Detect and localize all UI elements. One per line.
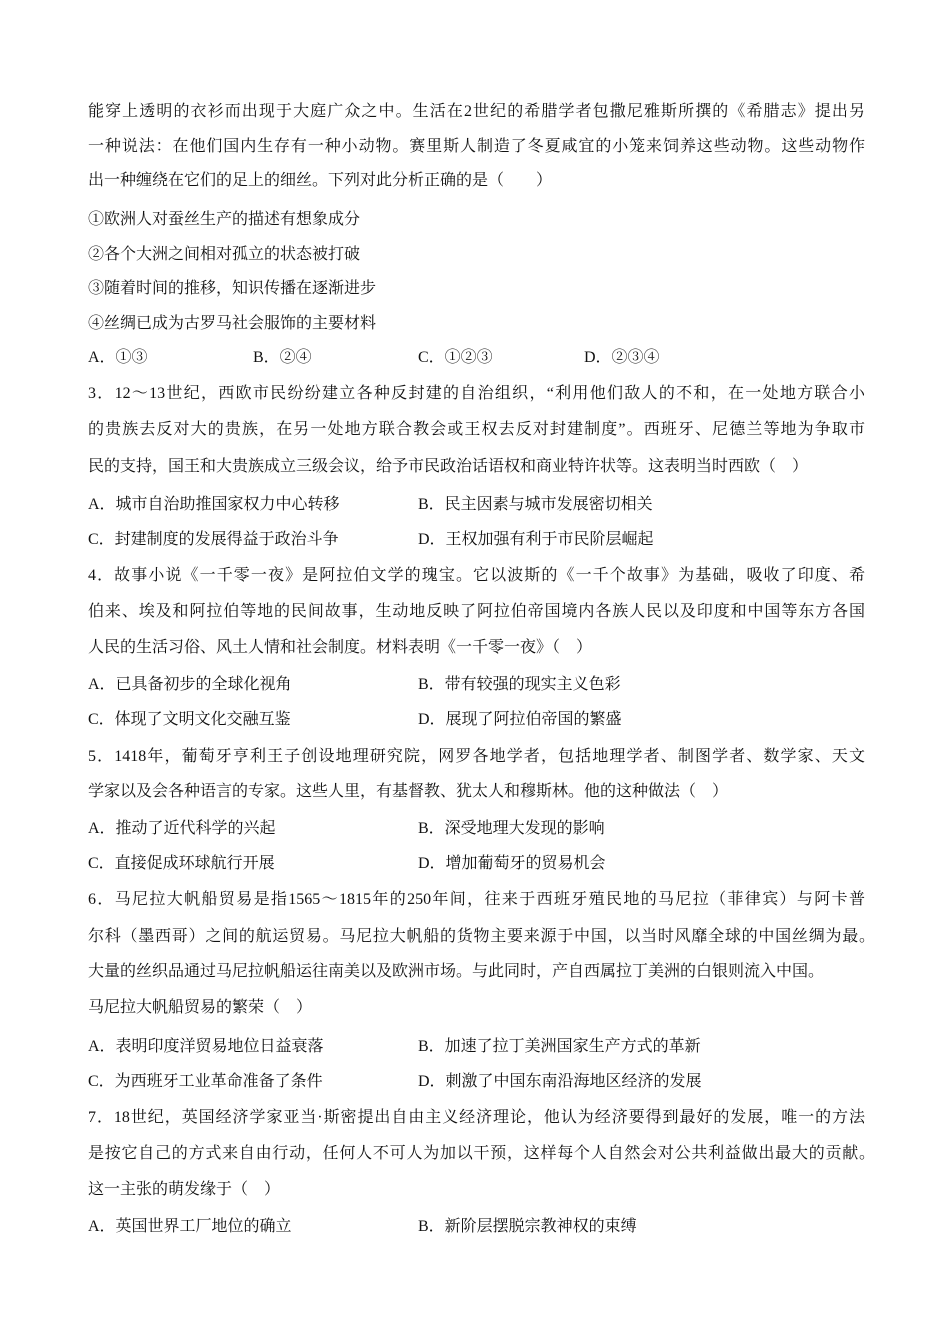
question-stem-line: 的贵族去反对大的贵族，在另一处地方联合教会或王权去反对封建制度”。西班牙、尼德兰等地为争取市 — [88, 421, 865, 438]
question-stem-line: 这一主张的萌发缘于（ ） — [88, 1181, 281, 1198]
question-stem-line: 出一种缠绕在它们的足上的细丝。下列对此分析正确的是（ ） — [88, 172, 553, 189]
option-c: C．为西班牙工业革命准备了条件 — [88, 1073, 323, 1090]
question-stem-line: 是按它自己的方式来自由行动，任何人不可人为加以干预，这样每个人自然会对公共利益做出最大的贡献。 — [88, 1145, 875, 1162]
question-stem-line: 人民的生活习俗、风土人情和社会制度。材料表明《一千零一夜》（ ） — [88, 639, 593, 656]
option-c: C．直接促成环球航行开展 — [88, 855, 275, 872]
statement-item: ③随着时间的推移，知识传播在逐渐进步 — [88, 280, 377, 297]
statement-item: ④丝绸已成为古罗马社会服饰的主要材料 — [88, 315, 377, 332]
option-b: B．民主因素与城市发展密切相关 — [418, 496, 653, 513]
option-c: C．体现了文明文化交融互鉴 — [88, 711, 291, 728]
question-stem-line: 3．12～13世纪，西欧市民纷纷建立各种反封建的自治组织，“利用他们敌人的不和，在一处地方联合小 — [88, 385, 865, 402]
option-b: B．深受地理大发现的影响 — [418, 820, 605, 837]
question-stem-line: 尔科（墨西哥）之间的航运贸易。马尼拉大帆船的货物主要来源于中国，以当时风靡全球的中国丝绸为最。 — [88, 928, 875, 945]
question-stem-line: 伯来、埃及和阿拉伯等地的民间故事，生动地反映了阿拉伯帝国境内各族人民以及印度和中国等东方各国 — [88, 603, 865, 620]
option-b: B．②④ — [253, 349, 312, 366]
option-a: A．①③ — [88, 349, 148, 366]
question-stem-line: 大量的丝织品通过马尼拉帆船运往南美以及欧洲市场。与此同时，产自西属拉丁美洲的白银则流入中国。 — [88, 963, 825, 980]
option-d: D．王权加强有利于市民阶层崛起 — [418, 531, 654, 548]
question-stem-line: 马尼拉大帆船贸易的繁荣（ ） — [88, 999, 313, 1016]
option-a: A．已具备初步的全球化视角 — [88, 676, 292, 693]
option-b: B．带有较强的现实主义色彩 — [418, 676, 621, 693]
option-d: D．展现了阿拉伯帝国的繁盛 — [418, 711, 622, 728]
option-d: D．刺激了中国东南沿海地区经济的发展 — [418, 1073, 702, 1090]
statement-item: ②各个大洲之间相对孤立的状态被打破 — [88, 246, 361, 263]
question-stem-line: 5．1418年，葡萄牙亨利王子创设地理研究院，网罗各地学者，包括地理学者、制图学者、数学家、天文 — [88, 748, 865, 765]
option-a: A．城市自治助推国家权力中心转移 — [88, 496, 340, 513]
statement-item: ①欧洲人对蚕丝生产的描述有想象成分 — [88, 211, 361, 228]
question-stem-line: 一种说法：在他们国内生存有一种小动物。赛里斯人制造了冬夏咸宜的小笼来饲养这些动物。这些动物作 — [88, 138, 865, 155]
option-a: A．英国世界工厂地位的确立 — [88, 1218, 292, 1235]
option-a: A．推动了近代科学的兴起 — [88, 820, 276, 837]
question-stem-line: 4．故事小说《一千零一夜》是阿拉伯文学的瑰宝。它以波斯的《一千个故事》为基础，吸收了印度、希 — [88, 567, 865, 584]
option-c: C．①②③ — [418, 349, 493, 366]
question-stem-line: 7．18世纪，英国经济学家亚当·斯密提出自由主义经济理论，他认为经济要得到最好的发展，唯一的方法 — [88, 1109, 865, 1126]
option-c: C．封建制度的发展得益于政治斗争 — [88, 531, 339, 548]
question-stem-line: 6．马尼拉大帆船贸易是指1565～1815年的250年间，往来于西班牙殖民地的马尼拉（菲律宾）与阿卡普 — [88, 891, 865, 908]
option-d: D．②③④ — [584, 349, 660, 366]
option-d: D．增加葡萄牙的贸易机会 — [418, 855, 606, 872]
option-b: B．新阶层摆脱宗教神权的束缚 — [418, 1218, 637, 1235]
question-stem-line: 能穿上透明的衣衫而出现于大庭广众之中。生活在2世纪的希腊学者包撒尼雅斯所撰的《希腊志》提出另 — [88, 103, 865, 120]
option-a: A．表明印度洋贸易地位日益衰落 — [88, 1038, 324, 1055]
option-b: B．加速了拉丁美洲国家生产方式的革新 — [418, 1038, 701, 1055]
question-stem-line: 学家以及会各种语言的专家。这些人里，有基督教、犹太人和穆斯林。他的这种做法（ ） — [88, 783, 729, 800]
question-stem-line: 民的支持，国王和大贵族成立三级会议，给予市民政治话语权和商业特许状等。这表明当时西欧（ ） — [88, 458, 809, 475]
